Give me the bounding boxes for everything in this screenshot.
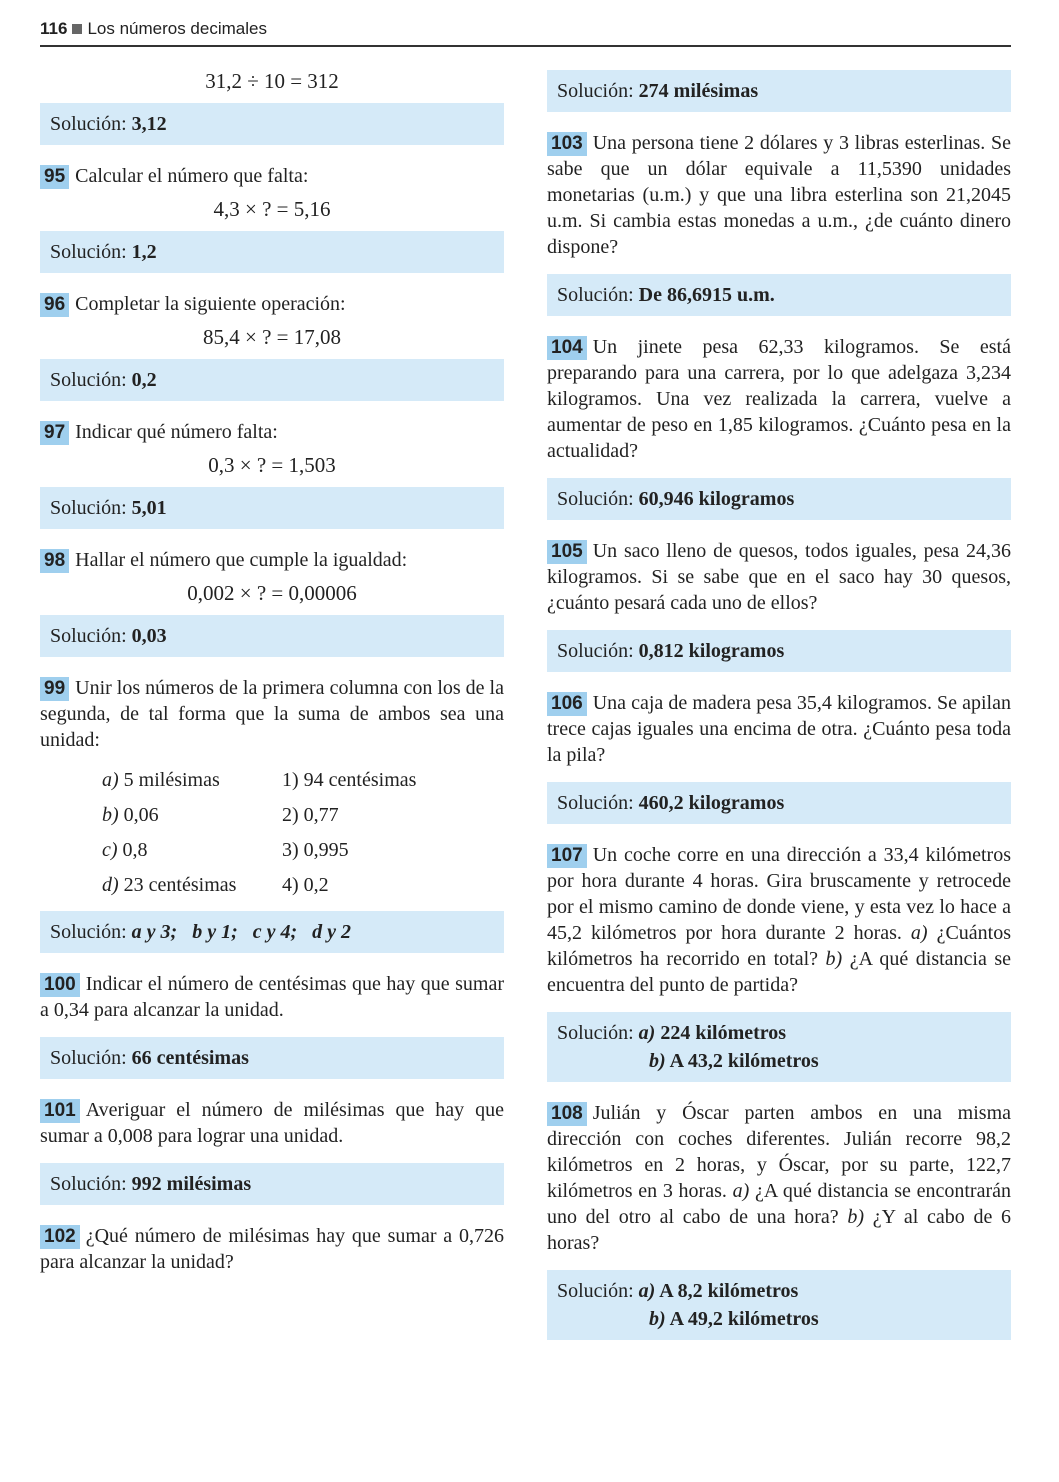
- equation: 4,3 × ? = 5,16: [213, 197, 331, 221]
- solution-box: Solución: a) 224 kilómetros b) A 43,2 kilómetros: [547, 1012, 1011, 1082]
- problem-95: [40, 163, 504, 189]
- solution-box: [547, 70, 1011, 112]
- solution-box: [40, 231, 504, 273]
- pair-row: c) 0,8 3) 0,995: [102, 839, 349, 861]
- solution-value: 224 kilómetros: [660, 1022, 787, 1044]
- problem-98: [40, 547, 504, 573]
- equation: 85,4 × ? = 17,08: [202, 325, 341, 349]
- problem-number: 95: [40, 165, 69, 189]
- problem-number: 100: [40, 973, 80, 997]
- solution-box: [40, 1037, 504, 1079]
- problem-text: Julián y Óscar parten ambos en una misma dirección con coches diferentes. Julián recorre 98,2 kilómetros en 2 horas, y Óscar, por su parte, 122,7 kilómetros en 3 horas.: [547, 1102, 1011, 1202]
- solution-box: [40, 615, 504, 657]
- pair-row: a) 5 milésimas 1) 94 centésimas: [102, 769, 417, 791]
- solution-label: Solución:: [50, 241, 127, 263]
- solution-box: [40, 359, 504, 401]
- problem-number: 101: [40, 1099, 80, 1123]
- right-column: [547, 55, 1011, 1358]
- problem-text: Completar la siguiente operación:: [75, 293, 346, 315]
- problem-number: 106: [547, 692, 587, 716]
- problem-103: [547, 130, 1011, 260]
- pair-row: b) 0,06 2) 0,77: [102, 804, 339, 826]
- solution-value: 0,2: [131, 369, 157, 391]
- solution-box: [40, 487, 504, 529]
- solution-label: Solución:: [50, 369, 127, 391]
- problem-text: Indicar el número de centésimas que hay que sumar a 0,34 para alcanzar la unidad.: [40, 973, 504, 1021]
- solution-label: Solución:: [557, 792, 634, 814]
- problem-96: [40, 291, 504, 317]
- left-column: [40, 55, 504, 1279]
- solution-box: Solución: a) A 8,2 kilómetros b) A 49,2 kilómetros: [547, 1270, 1011, 1340]
- problem-number: 103: [547, 132, 587, 156]
- solution-label: Solución:: [557, 640, 634, 662]
- solution-box: [40, 103, 504, 145]
- solution-label: Solución:: [50, 1173, 127, 1195]
- problem-number: 102: [40, 1225, 80, 1249]
- solution-label: Solución:: [557, 1022, 634, 1044]
- problem-100: [40, 971, 504, 1023]
- solution-label: Solución:: [50, 113, 127, 135]
- solution-value: a y 3; b y 1; c y 4; d y 2: [131, 921, 352, 943]
- header-text: [40, 19, 267, 39]
- problem-106: [547, 690, 1011, 768]
- problem-number: 104: [547, 336, 587, 360]
- problem-number: 97: [40, 421, 69, 445]
- solution-value: 1,2: [131, 241, 157, 263]
- solution-label: Solución:: [557, 1280, 634, 1302]
- problem-107: 107 Un coche corre en una dirección a 33,4 kilómetros por hora durante 4 horas. Gira bruscamente y retrocede por el mismo camino de donde viene, y esta vez lo hace a 45,2 kilómetros por hora durante 2 horas. a) ¿Cuántos kilómetros ha recorrido en total? b) ¿A qué distancia se encuentra del punto de partida?: [547, 844, 1012, 996]
- problem-text: Hallar el número que cumple la igualdad:: [75, 549, 408, 571]
- solution-value: De 86,6915 u.m.: [638, 284, 775, 306]
- solution-box: [547, 274, 1011, 316]
- pair-row: d) 23 centésimas 4) 0,2: [102, 874, 329, 896]
- page-header: [40, 17, 1011, 47]
- page-number: 116: [40, 19, 68, 38]
- problem-text: ¿Qué número de milésimas hay que sumar a 0,726 para alcanzar la unidad?: [40, 1225, 504, 1273]
- solution-value: 60,946 kilogramos: [638, 488, 795, 510]
- problem-text: Una caja de madera pesa 35,4 kilogramos. Se apilan trece cajas iguales una encima de otra. ¿Cuánto pesa toda la pila?: [547, 692, 1011, 766]
- solution-label: Solución:: [557, 80, 634, 102]
- problem-text: Una persona tiene 2 dólares y 3 libras esterlinas. Se sabe que un dólar equivale a 11,5390 unidades monetarias (u.m.) y que una libra esterlina son 21,2045 u.m. Si cambia estas monedas a u.m., ¿de cuánto dinero dispone?: [547, 132, 1011, 258]
- solution-box: [547, 630, 1011, 672]
- solution-box: [547, 478, 1011, 520]
- solution-label: Solución:: [557, 488, 634, 510]
- solution-value: 460,2 kilogramos: [638, 792, 785, 814]
- problem-number: 99: [40, 677, 69, 701]
- problem-text: Indicar qué número falta:: [75, 421, 278, 443]
- problem-number: 107: [547, 844, 587, 868]
- solution-value: 0,812 kilogramos: [638, 640, 785, 662]
- problem-97: [40, 419, 504, 445]
- problem-108: 108 Julián y Óscar parten ambos en una misma dirección con coches diferentes. Julián recorre 98,2 kilómetros en 2 horas, y Óscar, por su parte, 122,7 kilómetros en 3 horas. a) ¿A qué distancia se encontrarán uno del otro al cabo de una hora? b) ¿Y al cabo de 6 horas?: [547, 1102, 1012, 1254]
- solution-box: [40, 1163, 504, 1205]
- solution-value: 0,03: [131, 625, 167, 647]
- problem-99: [40, 675, 504, 753]
- solution-value: 992 milésimas: [131, 1173, 252, 1195]
- solution-value: A 43,2 kilómetros: [669, 1050, 819, 1072]
- section-title: Los números decimales: [87, 19, 267, 38]
- problem-text: Averiguar el número de milésimas que hay que sumar a 0,008 para lograr una unidad.: [40, 1099, 504, 1147]
- solution-label: Solución:: [50, 921, 127, 943]
- problem-text: Un saco lleno de quesos, todos iguales, pesa 24,36 kilogramos. Si se sabe que en el saco hay 30 quesos, ¿cuánto pesará cada uno de ellos?: [547, 540, 1011, 614]
- matching-pairs: [102, 763, 504, 903]
- problem-105: [547, 538, 1011, 616]
- equation: 31,2 ÷ 10 = 312: [205, 69, 339, 93]
- solution-box: [547, 782, 1011, 824]
- solution-value: A 8,2 kilómetros: [659, 1280, 799, 1302]
- solution-label: Solución:: [50, 1047, 127, 1069]
- problem-text: Un jinete pesa 62,33 kilogramos. Se está preparando para una carrera, por lo que adelgaza 3,234 kilogramos. Una vez realizada la carrera, vuelve a aumentar de peso en 1,85 kilogramos. ¿Cuánto pesa en la actualidad?: [547, 336, 1011, 462]
- equation: 0,002 × ? = 0,00006: [187, 581, 357, 605]
- solution-label: Solución:: [557, 284, 634, 306]
- solution-label: Solución:: [50, 625, 127, 647]
- square-bullet-icon: [72, 24, 82, 34]
- problem-number: 96: [40, 293, 69, 317]
- solution-label: Solución:: [50, 497, 127, 519]
- problem-number: 108: [547, 1102, 587, 1126]
- solution-value: 5,01: [131, 497, 167, 519]
- solution-value: 66 centésimas: [131, 1047, 249, 1069]
- problem-number: 98: [40, 549, 69, 573]
- solution-value: A 49,2 kilómetros: [669, 1308, 819, 1330]
- problem-101: [40, 1097, 504, 1149]
- problem-text: Un coche corre en una dirección a 33,4 kilómetros por hora durante 4 horas. Gira bruscamente y retrocede por el mismo camino de donde viene, y esta vez lo hace a 45,2 kilómetros por hora durante 2 horas.: [547, 844, 1011, 944]
- problem-text: Unir los números de la primera columna con los de la segunda, de tal forma que la suma de ambos sea una unidad:: [40, 677, 504, 751]
- solution-box: [40, 911, 504, 953]
- problem-104: [547, 334, 1011, 464]
- solution-value: 3,12: [131, 113, 167, 135]
- problem-number: 105: [547, 540, 587, 564]
- problem-102: [40, 1223, 504, 1275]
- solution-value: 274 milésimas: [638, 80, 759, 102]
- equation: 0,3 × ? = 1,503: [208, 453, 336, 477]
- problem-text: Calcular el número que falta:: [75, 165, 309, 187]
